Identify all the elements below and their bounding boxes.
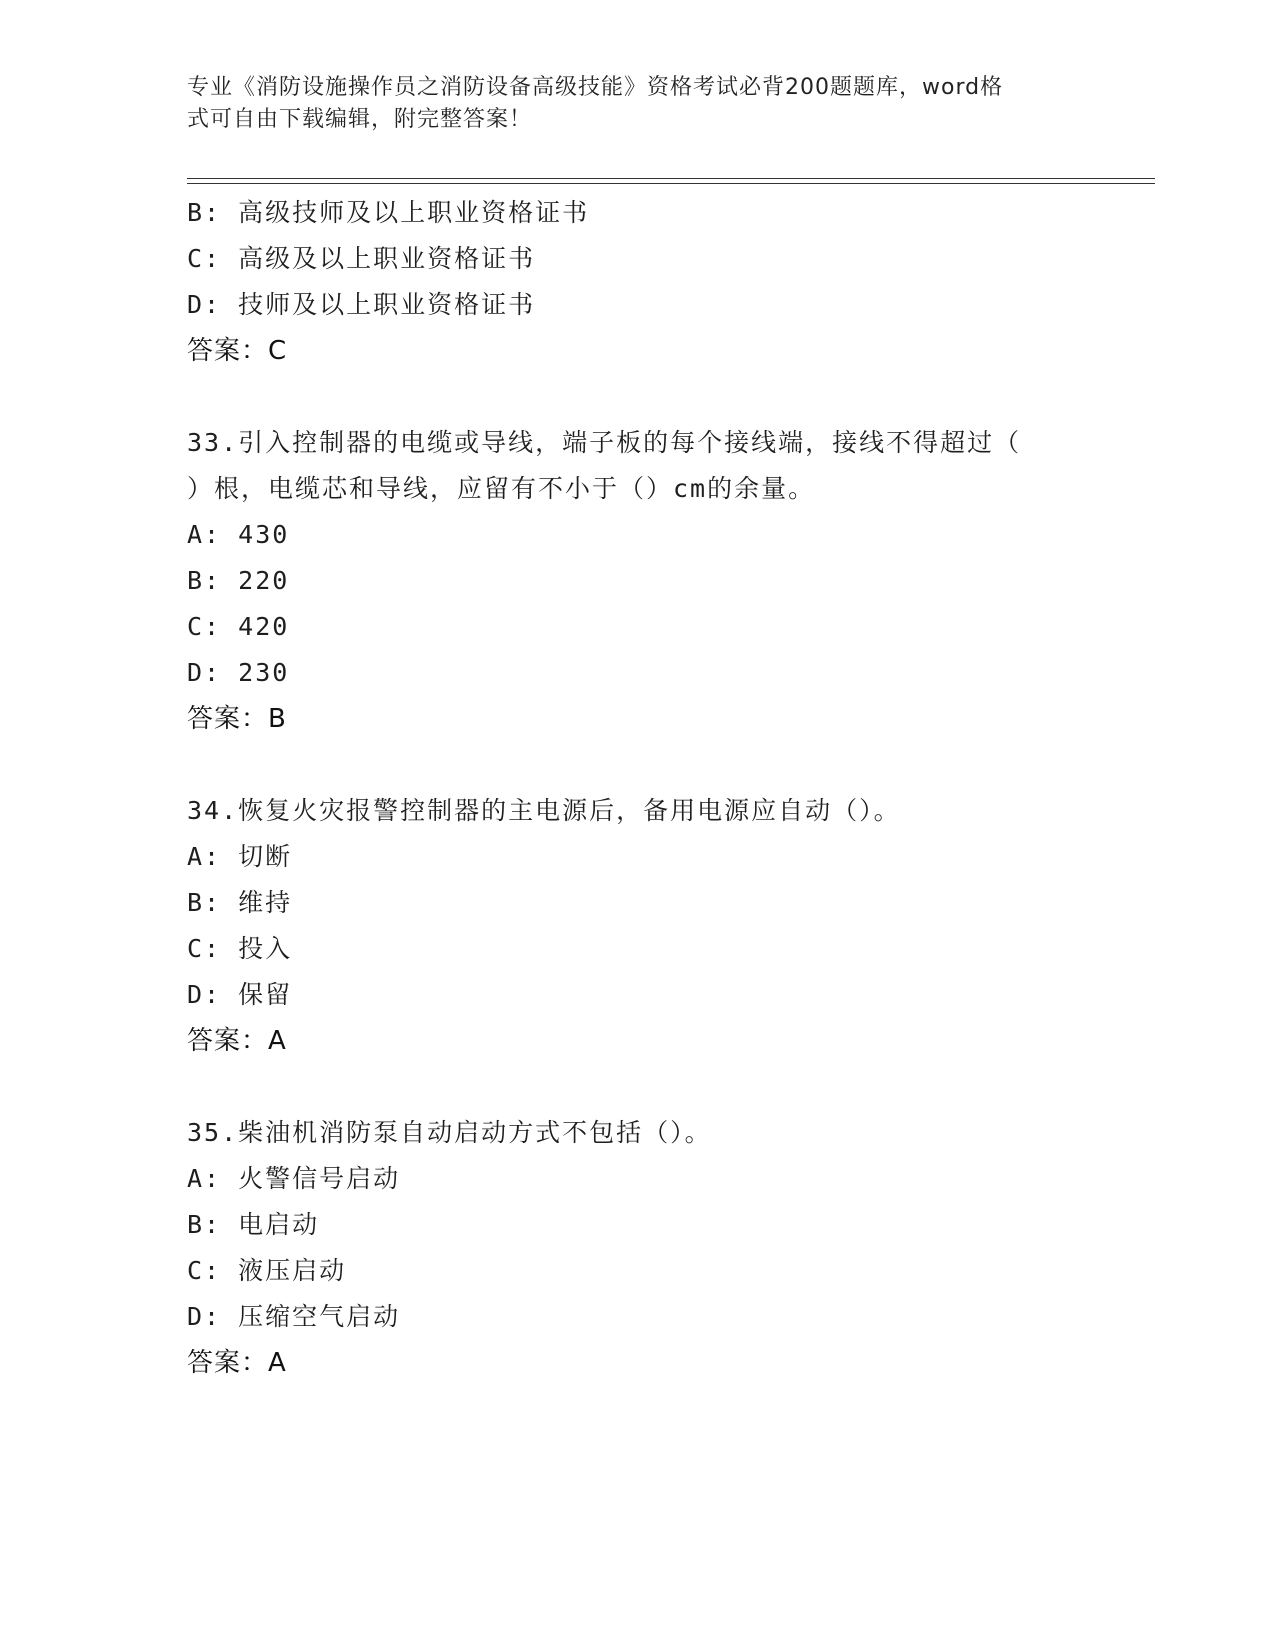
option-d: D: 技师及以上职业资格证书 xyxy=(187,290,536,319)
option-d: D: 保留 xyxy=(187,980,293,1009)
option-a: A: 切断 xyxy=(187,842,293,871)
option-d: D: 230 xyxy=(187,658,290,687)
header-divider-bottom xyxy=(187,183,1155,184)
header-title-line-2: 式可自由下载编辑，附完整答案！ xyxy=(187,107,533,132)
spacer xyxy=(187,1064,1087,1110)
question-list xyxy=(187,190,1087,1386)
option-d: D: 压缩空气启动 xyxy=(187,1302,401,1331)
question-35 xyxy=(187,1110,1087,1386)
option-c: C: 高级及以上职业资格证书 xyxy=(187,244,536,273)
question-stem: 34.恢复火灾报警控制器的主电源后，备用电源应自动（）。 xyxy=(187,796,901,825)
option-b: B: 高级技师及以上职业资格证书 xyxy=(187,198,590,227)
option-b: B: 220 xyxy=(187,566,290,595)
header-divider-top xyxy=(187,178,1155,179)
option-b: B: 电启动 xyxy=(187,1210,320,1239)
option-a: A: 430 xyxy=(187,520,290,549)
question-stem: 35.柴油机消防泵自动启动方式不包括（）。 xyxy=(187,1118,712,1147)
question-continued xyxy=(187,190,1087,374)
option-c: C: 420 xyxy=(187,612,290,641)
header-title-line-1: 专业《消防设施操作员之消防设备高级技能》资格考试必背200题题库，word格 xyxy=(187,75,1004,100)
option-c: C: 液压启动 xyxy=(187,1256,347,1285)
spacer xyxy=(187,742,1087,788)
answer-line: 答案：C xyxy=(187,336,288,366)
option-c: C: 投入 xyxy=(187,934,293,963)
answer-line: 答案：A xyxy=(187,1348,287,1378)
question-34 xyxy=(187,788,1087,1064)
answer-line: 答案：B xyxy=(187,704,287,734)
question-stem: 33.引入控制器的电缆或导线，端子板的每个接线端，接线不得超过（ xyxy=(187,428,1022,457)
option-b: B: 维持 xyxy=(187,888,293,917)
question-33 xyxy=(187,420,1087,742)
answer-line: 答案：A xyxy=(187,1026,287,1056)
question-stem-continued: ）根，电缆芯和导线，应留有不小于（）cm的余量。 xyxy=(187,474,816,503)
option-a: A: 火警信号启动 xyxy=(187,1164,401,1193)
document-header xyxy=(187,72,1067,136)
spacer xyxy=(187,374,1087,420)
